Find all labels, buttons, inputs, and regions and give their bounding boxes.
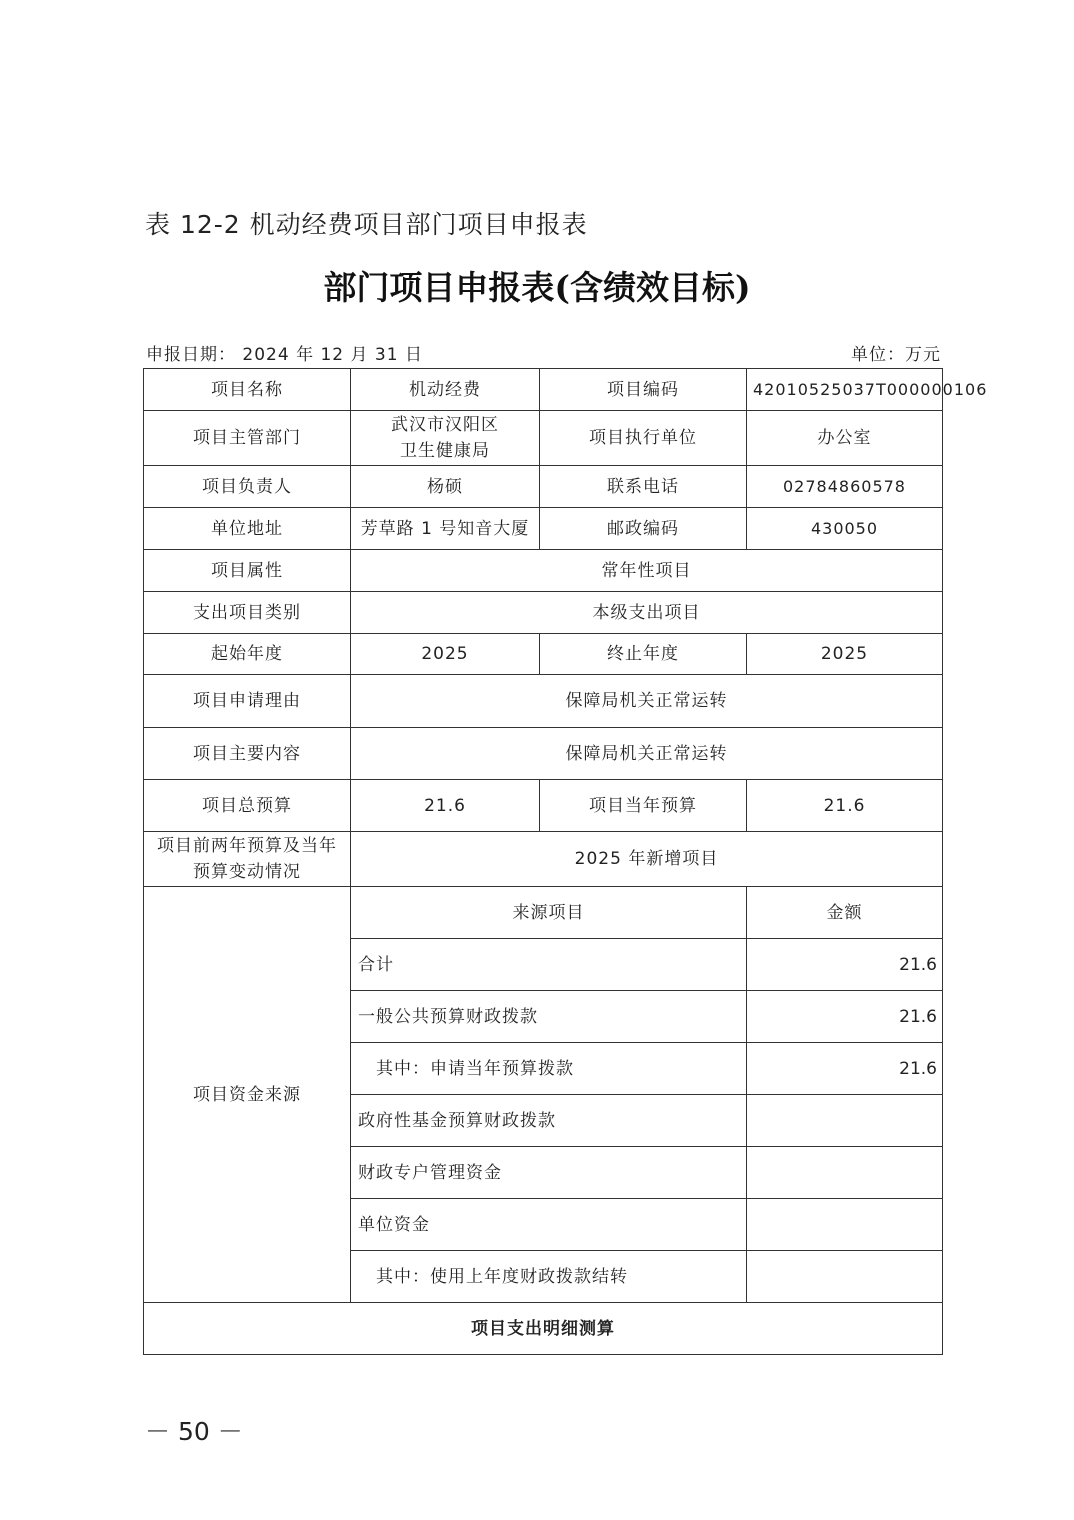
address-value: 芳草路 1 号知音大厦 [351, 508, 540, 550]
start-year-value: 2025 [351, 634, 540, 675]
end-year-value: 2025 [747, 634, 943, 675]
funding-row-amount: 21.6 [747, 939, 943, 991]
postcode-label: 邮政编码 [540, 508, 747, 550]
funding-row-name: 单位资金 [351, 1199, 747, 1251]
funding-row-amount [747, 1251, 943, 1303]
budget-change-value: 2025 年新增项目 [351, 832, 943, 887]
table-row [144, 550, 943, 592]
report-date: 申报日期： 2024 年 12 月 31 日 [146, 345, 423, 365]
exec-unit-label: 项目执行单位 [540, 411, 747, 466]
funding-row-name: 一般公共预算财政拨款 [351, 991, 747, 1043]
postcode-value: 430050 [747, 508, 943, 550]
project-code-value: 42010525037T000000106 [747, 369, 943, 411]
budget-change-label [144, 832, 351, 887]
table-row [144, 592, 943, 634]
address-label: 单位地址 [144, 508, 351, 550]
project-code-label: 项目编码 [540, 369, 747, 411]
dept-line-1: 武汉市汉阳区 [391, 415, 499, 435]
budget-change-label-line-1: 项目前两年预算及当年 [157, 836, 337, 856]
funding-row-name: 其中：申请当年预算拨款 [351, 1043, 747, 1095]
year-budget-value: 21.6 [747, 780, 943, 832]
dept-label: 项目主管部门 [144, 411, 351, 466]
category-value: 本级支出项目 [351, 592, 943, 634]
table-row [144, 728, 943, 780]
exec-unit-value: 办公室 [747, 411, 943, 466]
detail-section-title: 项目支出明细测算 [144, 1303, 943, 1355]
funding-source-label: 项目资金来源 [144, 887, 351, 1303]
funding-row-amount [747, 1147, 943, 1199]
owner-value: 杨硕 [351, 466, 540, 508]
content-label: 项目主要内容 [144, 728, 351, 780]
start-year-label: 起始年度 [144, 634, 351, 675]
project-name-value: 机动经费 [351, 369, 540, 411]
project-name-label: 项目名称 [144, 369, 351, 411]
table-row [144, 832, 943, 887]
funding-row-name: 政府性基金预算财政拨款 [351, 1095, 747, 1147]
table-row [144, 1303, 943, 1355]
content-value: 保障局机关正常运转 [351, 728, 943, 780]
attribute-label: 项目属性 [144, 550, 351, 592]
table-row [144, 411, 943, 466]
funding-row-amount [747, 1199, 943, 1251]
page-title: 部门项目申报表(含绩效目标) [323, 268, 751, 307]
phone-value: 02784860578 [747, 466, 943, 508]
dept-value [351, 411, 540, 466]
funding-header-amount: 金额 [747, 887, 943, 939]
funding-row-amount [747, 1095, 943, 1147]
total-budget-value: 21.6 [351, 780, 540, 832]
phone-label: 联系电话 [540, 466, 747, 508]
table-row [144, 466, 943, 508]
budget-change-label-line-2: 预算变动情况 [193, 862, 301, 882]
project-application-table [143, 368, 988, 1355]
table-row [144, 508, 943, 550]
table-row [144, 780, 943, 832]
dept-line-2: 卫生健康局 [400, 441, 490, 461]
unit-label: 单位：万元 [851, 345, 941, 365]
funding-row-amount: 21.6 [747, 1043, 943, 1095]
funding-header-source: 来源项目 [351, 887, 747, 939]
funding-header-row [144, 887, 943, 939]
funding-row-name: 其中：使用上年度财政拨款结转 [351, 1251, 747, 1303]
table-row [144, 369, 943, 411]
table-row [144, 634, 943, 675]
table-row [144, 675, 943, 728]
reason-label: 项目申请理由 [144, 675, 351, 728]
category-label: 支出项目类别 [144, 592, 351, 634]
end-year-label: 终止年度 [540, 634, 747, 675]
year-budget-label: 项目当年预算 [540, 780, 747, 832]
page-number: － 50 － [145, 1417, 243, 1446]
owner-label: 项目负责人 [144, 466, 351, 508]
attribute-value: 常年性项目 [351, 550, 943, 592]
table-caption: 表 12-2 机动经费项目部门项目申报表 [145, 210, 588, 239]
funding-row-name: 合计 [351, 939, 747, 991]
funding-row-amount: 21.6 [747, 991, 943, 1043]
funding-row-name: 财政专户管理资金 [351, 1147, 747, 1199]
total-budget-label: 项目总预算 [144, 780, 351, 832]
reason-value: 保障局机关正常运转 [351, 675, 943, 728]
